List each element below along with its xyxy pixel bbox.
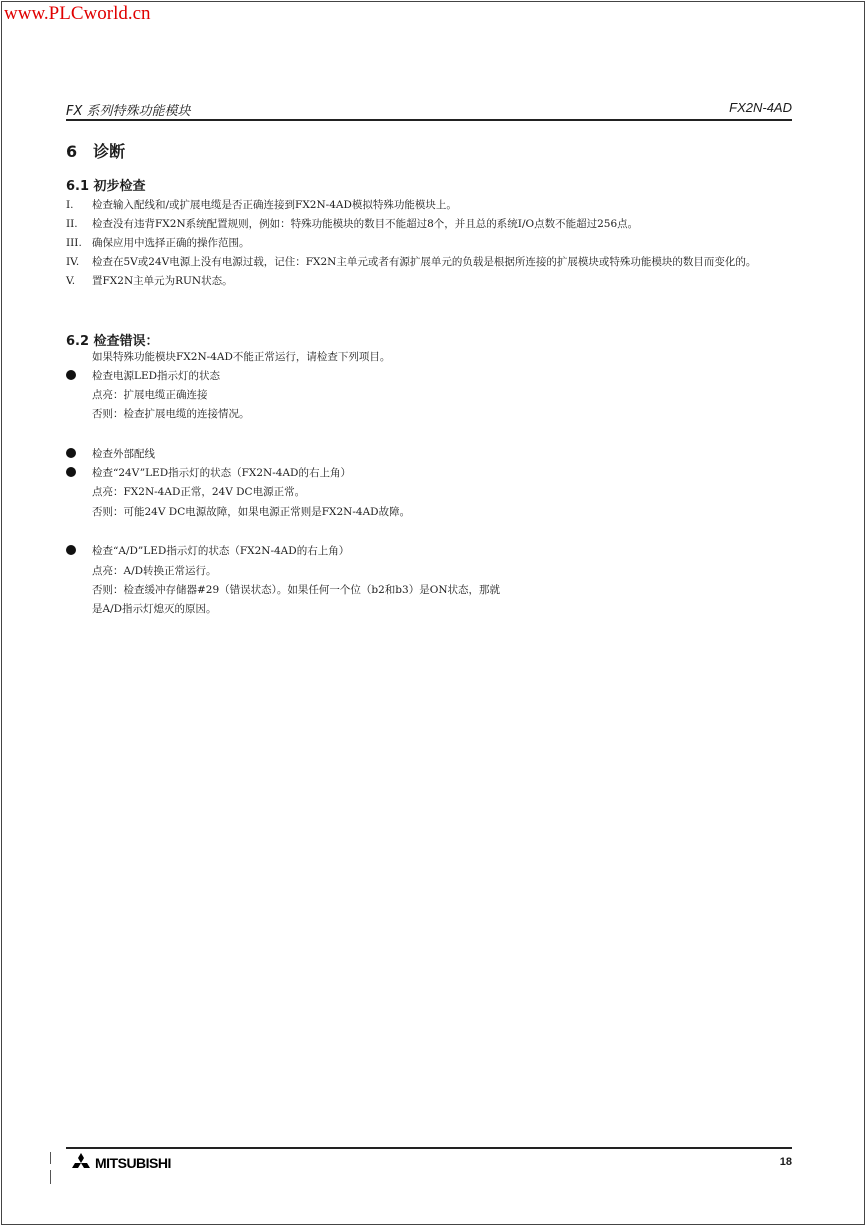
scan-mark	[50, 1152, 51, 1164]
list-item-text: 置FX2N主单元为RUN状态。	[92, 275, 233, 287]
list-marker: III.	[66, 237, 82, 249]
subsection-6-1-title: 6.1 初步检查	[66, 179, 146, 194]
list-marker: I.	[66, 199, 74, 211]
check-title: 检查外部配线	[92, 448, 155, 460]
subsection-6-2-title: 6.2 检查错误：	[66, 334, 159, 349]
list-item-text: 检查在5V或24V电源上没有电源过载，记住：FX2N主单元或者有源扩展单元的负载是根据所连接的扩展模块或特殊功能模块的数目而变化的。	[92, 256, 757, 268]
list-marker: V.	[66, 275, 76, 287]
brand-name: MITSUBISHI	[95, 1155, 171, 1171]
check-title: 检查“24V”LED指示灯的状态（FX2N-4AD的右上角）	[92, 467, 351, 479]
check-external-wiring	[66, 445, 155, 464]
list-item	[66, 272, 796, 291]
bullet-icon	[66, 545, 76, 555]
check-power-led-lit: 点亮：扩展电缆正确连接	[92, 389, 208, 401]
check-24v-led	[66, 464, 351, 483]
list-item-text: 确保应用中选择正确的操作范围。	[92, 237, 250, 249]
mitsubishi-logo	[70, 1152, 171, 1174]
bullet-icon	[66, 370, 76, 380]
check-ad-led-lit: 点亮：A/D转换正常运行。	[92, 565, 217, 577]
section-heading: 诊断	[93, 142, 126, 161]
check-power-led-else: 否则：检查扩展电缆的连接情况。	[92, 408, 250, 420]
initial-check-list	[66, 196, 796, 291]
list-item	[66, 234, 796, 253]
bullet-icon	[66, 467, 76, 477]
list-item-text: 检查没有违背FX2N系统配置规则，例如：特殊功能模块的数目不能超过8个，并且总的系统I/O点数不能超过256点。	[92, 218, 639, 230]
header-title: FX 系列特殊功能模块	[66, 104, 191, 119]
three-diamonds-icon	[70, 1153, 92, 1173]
list-item	[66, 196, 796, 215]
header-model: FX2N-4AD	[729, 100, 792, 115]
list-marker: II.	[66, 218, 78, 230]
scan-mark	[50, 1170, 51, 1184]
bullet-icon	[66, 448, 76, 458]
check-ad-led	[66, 542, 349, 561]
section-title	[66, 139, 125, 162]
section-number: 6	[66, 142, 78, 161]
check-title: 检查电源LED指示灯的状态	[92, 370, 221, 382]
footer-rule	[66, 1147, 792, 1149]
list-item-text: 检查输入配线和/或扩展电缆是否正确连接到FX2N-4AD模拟特殊功能模块上。	[92, 199, 457, 211]
check-24v-led-lit: 点亮：FX2N-4AD正常，24V DC电源正常。	[92, 486, 306, 498]
header-rule	[66, 119, 792, 121]
list-item	[66, 215, 796, 234]
check-power-led	[66, 367, 220, 386]
check-ad-led-else: 否则：检查缓冲存储器#29（错误状态）。如果任何一个位（b2和b3）是ON状态，那就	[92, 584, 501, 596]
check-title: 检查“A/D”LED指示灯的状态（FX2N-4AD的右上角）	[92, 545, 350, 557]
check-24v-led-else: 否则：可能24V DC电源故障，如果电源正常则是FX2N-4AD故障。	[92, 506, 411, 518]
page-number: 18	[779, 1156, 792, 1168]
list-marker: IV.	[66, 256, 80, 268]
check-ad-led-else-cont: 是A/D指示灯熄灭的原因。	[92, 603, 217, 615]
error-check-intro: 如果特殊功能模块FX2N-4AD不能正常运行，请检查下列项目。	[92, 351, 391, 363]
list-item	[66, 253, 796, 272]
watermark: www.PLCworld.cn	[4, 3, 151, 24]
